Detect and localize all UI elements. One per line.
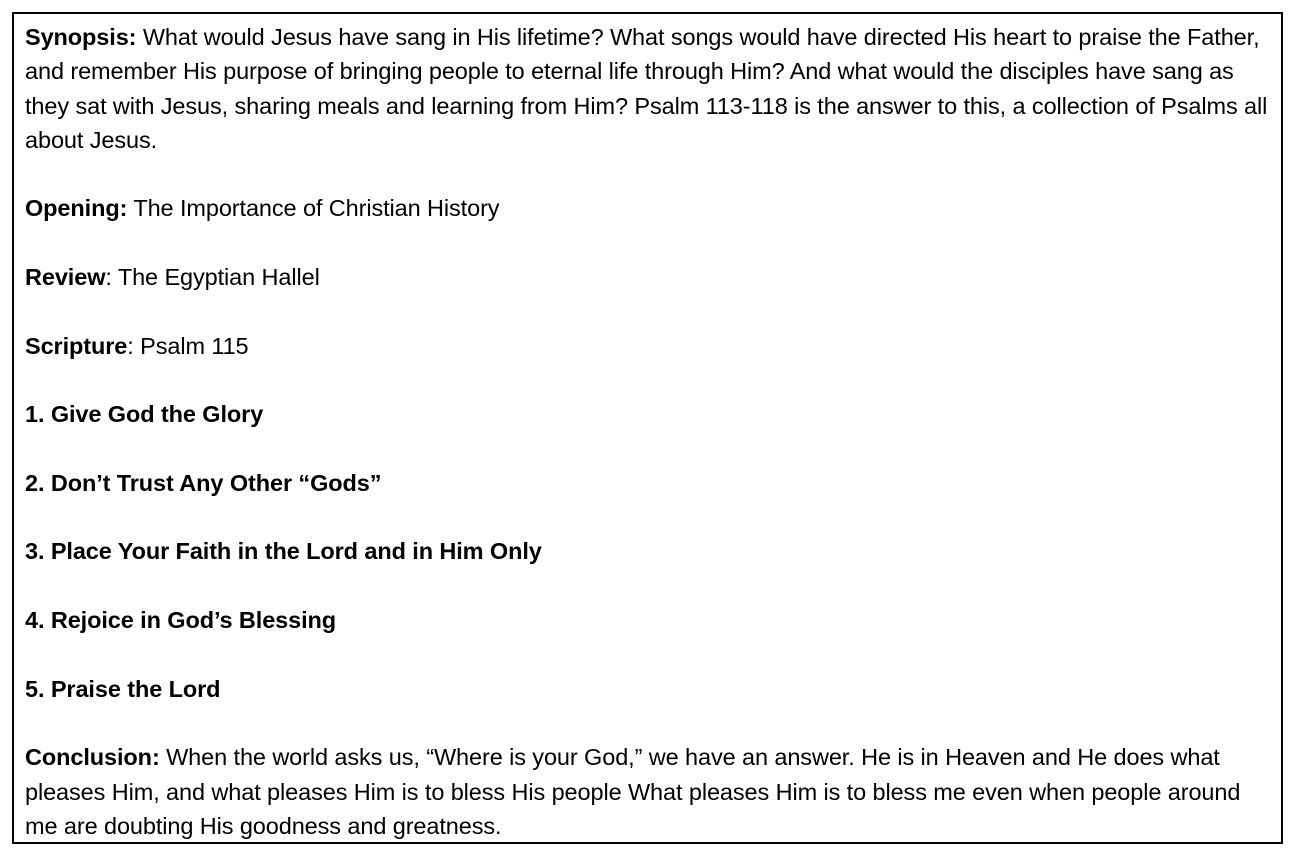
spacer bbox=[25, 706, 1271, 740]
spacer bbox=[25, 637, 1271, 671]
spacer bbox=[25, 500, 1271, 534]
conclusion-text: When the world asks us, “Where is your God,” we have an answer. He is in Heaven and He does what pleases Him, and what pleases Him is to bless His people What pleases Him is to bless me even when people around me are doubting His goodness and greatness. bbox=[25, 744, 1241, 839]
point-5: 5. Praise the Lord bbox=[25, 675, 221, 702]
scripture-text: : Psalm 115 bbox=[127, 332, 249, 359]
review-text: : The Egyptian Hallel bbox=[105, 264, 320, 291]
spacer bbox=[25, 432, 1271, 466]
opening-text: The Importance of Christian History bbox=[127, 195, 500, 222]
spacer bbox=[25, 569, 1271, 603]
conclusion-paragraph bbox=[25, 740, 1271, 843]
scripture-line bbox=[25, 329, 1271, 363]
spacer bbox=[25, 363, 1271, 397]
opening-label: Opening: bbox=[25, 195, 128, 222]
spacer bbox=[25, 157, 1271, 191]
review-label: Review bbox=[25, 264, 106, 291]
point-1: 1. Give God the Glory bbox=[25, 401, 264, 428]
spacer bbox=[25, 226, 1271, 260]
sermon-outline-box bbox=[12, 12, 1283, 844]
synopsis-paragraph bbox=[25, 20, 1271, 157]
point-2: 2. Don’t Trust Any Other “Gods” bbox=[25, 469, 382, 496]
review-line bbox=[25, 260, 1271, 294]
spacer bbox=[25, 294, 1271, 328]
synopsis-text: What would Jesus have sang in His lifetime? What songs would have directed His heart to praise the Father, and remember His purpose of bringing people to eternal life through Him? And what would the disciples have sang as they sat with Jesus, sharing meals and learning from Him? Psalm 113-118 is the answer to this, a collection of Psalms all about Jesus. bbox=[25, 24, 1268, 153]
point-3: 3. Place Your Faith in the Lord and in Him Only bbox=[25, 538, 542, 565]
scripture-label: Scripture bbox=[25, 332, 128, 359]
opening-line bbox=[25, 191, 1271, 225]
point-4: 4. Rejoice in God’s Blessing bbox=[25, 607, 337, 634]
conclusion-label: Conclusion: bbox=[25, 744, 160, 771]
synopsis-label: Synopsis: bbox=[25, 24, 137, 50]
